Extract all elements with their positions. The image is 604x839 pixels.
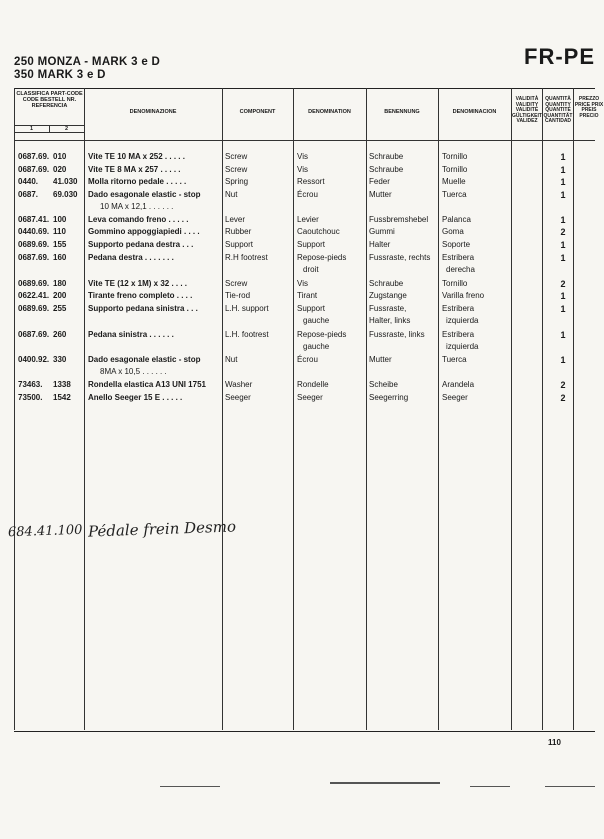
spanish-desc: Tuerca	[442, 355, 467, 364]
quantity: 1	[560, 165, 566, 175]
english-desc: Nut	[225, 190, 238, 199]
part-code-2: 1542	[53, 393, 71, 402]
col-header-english: COMPONENT	[239, 109, 276, 115]
french-desc: Écrou	[297, 355, 318, 364]
french-desc-cont: gauche	[303, 316, 330, 325]
part-code-1: 0689.69.	[18, 304, 50, 313]
spanish-desc: Soporte	[442, 240, 471, 249]
part-code-2: 330	[53, 355, 67, 364]
german-desc: Schraube	[369, 152, 404, 161]
french-desc: Caoutchouc	[297, 227, 340, 236]
part-code-1: 73500.	[18, 393, 43, 402]
quantity: 1	[560, 330, 566, 340]
col-header-sub1: 1	[29, 126, 34, 132]
subheader-line-2	[14, 132, 84, 133]
part-code-1: 0687.69.	[18, 165, 50, 174]
section-code: FR-PE	[524, 44, 595, 69]
german-desc: Schraube	[369, 279, 404, 288]
col-header-part-code: CLASSIFICA PART-CODE CODE BESTELL NR. REFERENCIA	[16, 91, 83, 109]
spanish-desc: Estribera	[442, 304, 475, 313]
part-code-2: 020	[53, 165, 67, 174]
italian-desc: Supporto pedana destra . . .	[88, 240, 194, 249]
quantity: 1	[560, 304, 566, 314]
italian-desc: Molla ritorno pedale . . . . .	[88, 177, 187, 186]
english-desc: Screw	[225, 279, 248, 288]
table-left-border	[14, 88, 15, 730]
scan-mark	[160, 786, 220, 787]
german-desc: Gummi	[369, 227, 395, 236]
quantity: 1	[560, 291, 566, 301]
quantity: 2	[560, 393, 566, 403]
part-code-2: 255	[53, 304, 67, 313]
part-code-1: 0687.69.	[18, 253, 50, 262]
part-code-1: 0440.69.	[18, 227, 50, 236]
english-desc: Nut	[225, 355, 238, 364]
scan-mark	[545, 786, 595, 787]
spanish-desc: Goma	[442, 227, 464, 236]
part-code-1: 0689.69.	[18, 279, 50, 288]
spanish-desc: Muelle	[442, 177, 466, 186]
italian-desc-cont: 10 MA x 12,1 . . . . . .	[100, 202, 174, 211]
part-code-2: 160	[53, 253, 67, 262]
col-divider-3	[293, 88, 294, 730]
col-divider-7	[542, 88, 543, 730]
german-desc: Zugstange	[369, 291, 407, 300]
english-desc: Spring	[225, 177, 249, 186]
quantity: 1	[560, 355, 566, 365]
german-desc: Fussraste,	[369, 304, 407, 313]
part-code-1: 0687.69.	[18, 152, 50, 161]
part-code-1: 0400.92.	[18, 355, 50, 364]
italian-desc: Vite TE 10 MA x 252 . . . . .	[88, 152, 185, 161]
english-desc: Washer	[225, 380, 253, 389]
italian-desc: Dado esagonale elastic - stop	[88, 355, 201, 364]
italian-desc: Tirante freno completo . . . .	[88, 291, 193, 300]
page-number: 110	[548, 738, 561, 747]
col-header-french: DENOMINATION	[308, 109, 351, 115]
german-desc: Scheibe	[369, 380, 398, 389]
german-desc: Mutter	[369, 355, 392, 364]
spanish-desc: Varilla freno	[442, 291, 485, 300]
italian-desc-cont: 8MA x 10,5 . . . . . .	[100, 367, 167, 376]
english-desc: Support	[225, 240, 254, 249]
header-separator	[14, 140, 595, 141]
english-desc: Rubber	[225, 227, 252, 236]
italian-desc: Pedana sinistra . . . . . .	[88, 330, 174, 339]
col-header-sub2: 2	[64, 126, 69, 132]
french-desc: Repose-pieds	[297, 253, 347, 262]
spanish-desc: Estribera	[442, 330, 475, 339]
col-divider-8	[573, 88, 574, 730]
italian-desc: Vite TE 8 MA x 257 . . . . .	[88, 165, 181, 174]
french-desc: Vis	[297, 279, 308, 288]
spanish-desc: Tornillo	[442, 279, 468, 288]
part-code-1: 0687.	[18, 190, 39, 199]
italian-desc: Vite TE (12 x 1M) x 32 . . . .	[88, 279, 188, 288]
part-code-2: 69.030	[53, 190, 78, 199]
english-desc: Screw	[225, 165, 248, 174]
quantity: 1	[560, 177, 566, 187]
handwritten-part-code: 684.41.100	[7, 522, 83, 541]
spanish-desc-cont: derecha	[446, 265, 475, 274]
part-code-1: 0689.69.	[18, 240, 50, 249]
german-desc: Feder	[369, 177, 390, 186]
english-desc: R.H footrest	[225, 253, 268, 262]
col-header-spanish: DENOMINACION	[452, 109, 497, 115]
col-divider-4	[366, 88, 367, 730]
spanish-desc: Tuerca	[442, 190, 467, 199]
french-desc: Vis	[297, 165, 308, 174]
italian-desc: Pedana destra . . . . . . .	[88, 253, 174, 262]
german-desc: Fussraste, rechts	[369, 253, 431, 262]
english-desc: L.H. footrest	[225, 330, 269, 339]
italian-desc: Supporto pedana sinistra . . .	[88, 304, 198, 313]
col-header-quantity: QUANTITÀ QUANTITY QUANTITÉ QUANTITÄT CANTIDAD	[543, 96, 573, 125]
part-code-2: 41.030	[53, 177, 78, 186]
spanish-desc: Arandela	[442, 380, 475, 389]
french-desc: Levier	[297, 215, 319, 224]
german-desc: Schraube	[369, 165, 404, 174]
german-desc: Fussraste, links	[369, 330, 425, 339]
handwritten-note: Pédale frein Desmo	[87, 517, 237, 541]
part-code-2: 110	[53, 227, 66, 236]
german-desc-cont: Halter, links	[369, 316, 411, 325]
french-desc: Rondelle	[297, 380, 329, 389]
part-code-2: 200	[53, 291, 67, 300]
italian-desc: Dado esagonale elastic - stop	[88, 190, 201, 199]
italian-desc: Gommino appoggiapiedi . . . .	[88, 227, 200, 236]
italian-desc: Leva comando freno . . . . .	[88, 215, 189, 224]
french-desc: Repose-pieds	[297, 330, 347, 339]
french-desc-cont: gauche	[303, 342, 330, 351]
col-header-validity: VALIDITÀ VALIDITY VALIDITÉ GÜLTIGKEIT VALIDEZ	[512, 96, 542, 125]
col-divider-1	[84, 88, 85, 730]
quantity: 1	[560, 215, 566, 225]
part-code-1: 0440.	[18, 177, 39, 186]
english-desc: Seeger	[225, 393, 251, 402]
french-desc: Tirant	[297, 291, 318, 300]
quantity: 2	[560, 380, 566, 390]
part-code-1: 73463.	[18, 380, 43, 389]
english-desc: L.H. support	[225, 304, 269, 313]
french-desc-cont: droit	[303, 265, 319, 274]
spanish-desc: Estribera	[442, 253, 475, 262]
italian-desc: Anello Seeger 15 E . . . . .	[88, 393, 183, 402]
french-desc: Vis	[297, 152, 308, 161]
part-code-2: 010	[53, 152, 67, 161]
part-code-2: 100	[53, 215, 67, 224]
german-desc: Seegerring	[369, 393, 409, 402]
quantity: 1	[560, 253, 566, 263]
scan-mark	[470, 786, 510, 787]
quantity: 2	[560, 227, 566, 237]
model-title-line1: 250 MONZA - MARK 3 e D	[14, 56, 161, 68]
spanish-desc: Tornillo	[442, 165, 468, 174]
spanish-desc: Tornillo	[442, 152, 468, 161]
col-header-italian: DENOMINAZIONE	[129, 109, 177, 115]
spanish-desc-cont: izquierda	[446, 316, 479, 325]
english-desc: Screw	[225, 152, 248, 161]
french-desc: Seeger	[297, 393, 323, 402]
part-code-1: 0687.69.	[18, 330, 50, 339]
model-title-line2: 350 MARK 3 e D	[14, 69, 106, 81]
spanish-desc-cont: izquierda	[446, 342, 479, 351]
french-desc: Ressort	[297, 177, 325, 186]
german-desc: Halter	[369, 240, 391, 249]
spanish-desc: Palanca	[442, 215, 471, 224]
spanish-desc: Seeger	[442, 393, 468, 402]
part-code-2: 260	[53, 330, 67, 339]
col-divider-6	[511, 88, 512, 730]
quantity: 1	[560, 152, 566, 162]
part-code-1: 0687.41.	[18, 215, 50, 224]
scan-mark	[330, 782, 440, 784]
col-divider-5	[438, 88, 439, 730]
quantity: 2	[560, 279, 566, 289]
german-desc: Fussbremshebel	[369, 215, 429, 224]
part-code-2: 155	[53, 240, 67, 249]
french-desc: Écrou	[297, 190, 318, 199]
italian-desc: Rondella elastica A13 UNI 1751	[88, 380, 206, 389]
col-header-price: PREZZO PRICE PRIX PREIS PRECIO	[574, 96, 604, 119]
french-desc: Support	[297, 240, 326, 249]
col-divider-2	[222, 88, 223, 730]
part-code-2: 1338	[53, 380, 71, 389]
quantity: 1	[560, 190, 566, 200]
english-desc: Tie-rod	[225, 291, 251, 300]
french-desc: Support	[297, 304, 326, 313]
english-desc: Lever	[225, 215, 246, 224]
col-header-german: BENENNUNG	[384, 109, 420, 115]
quantity: 1	[560, 240, 566, 250]
part-code-1: 0622.41.	[18, 291, 50, 300]
german-desc: Mutter	[369, 190, 392, 199]
part-code-2: 180	[53, 279, 67, 288]
